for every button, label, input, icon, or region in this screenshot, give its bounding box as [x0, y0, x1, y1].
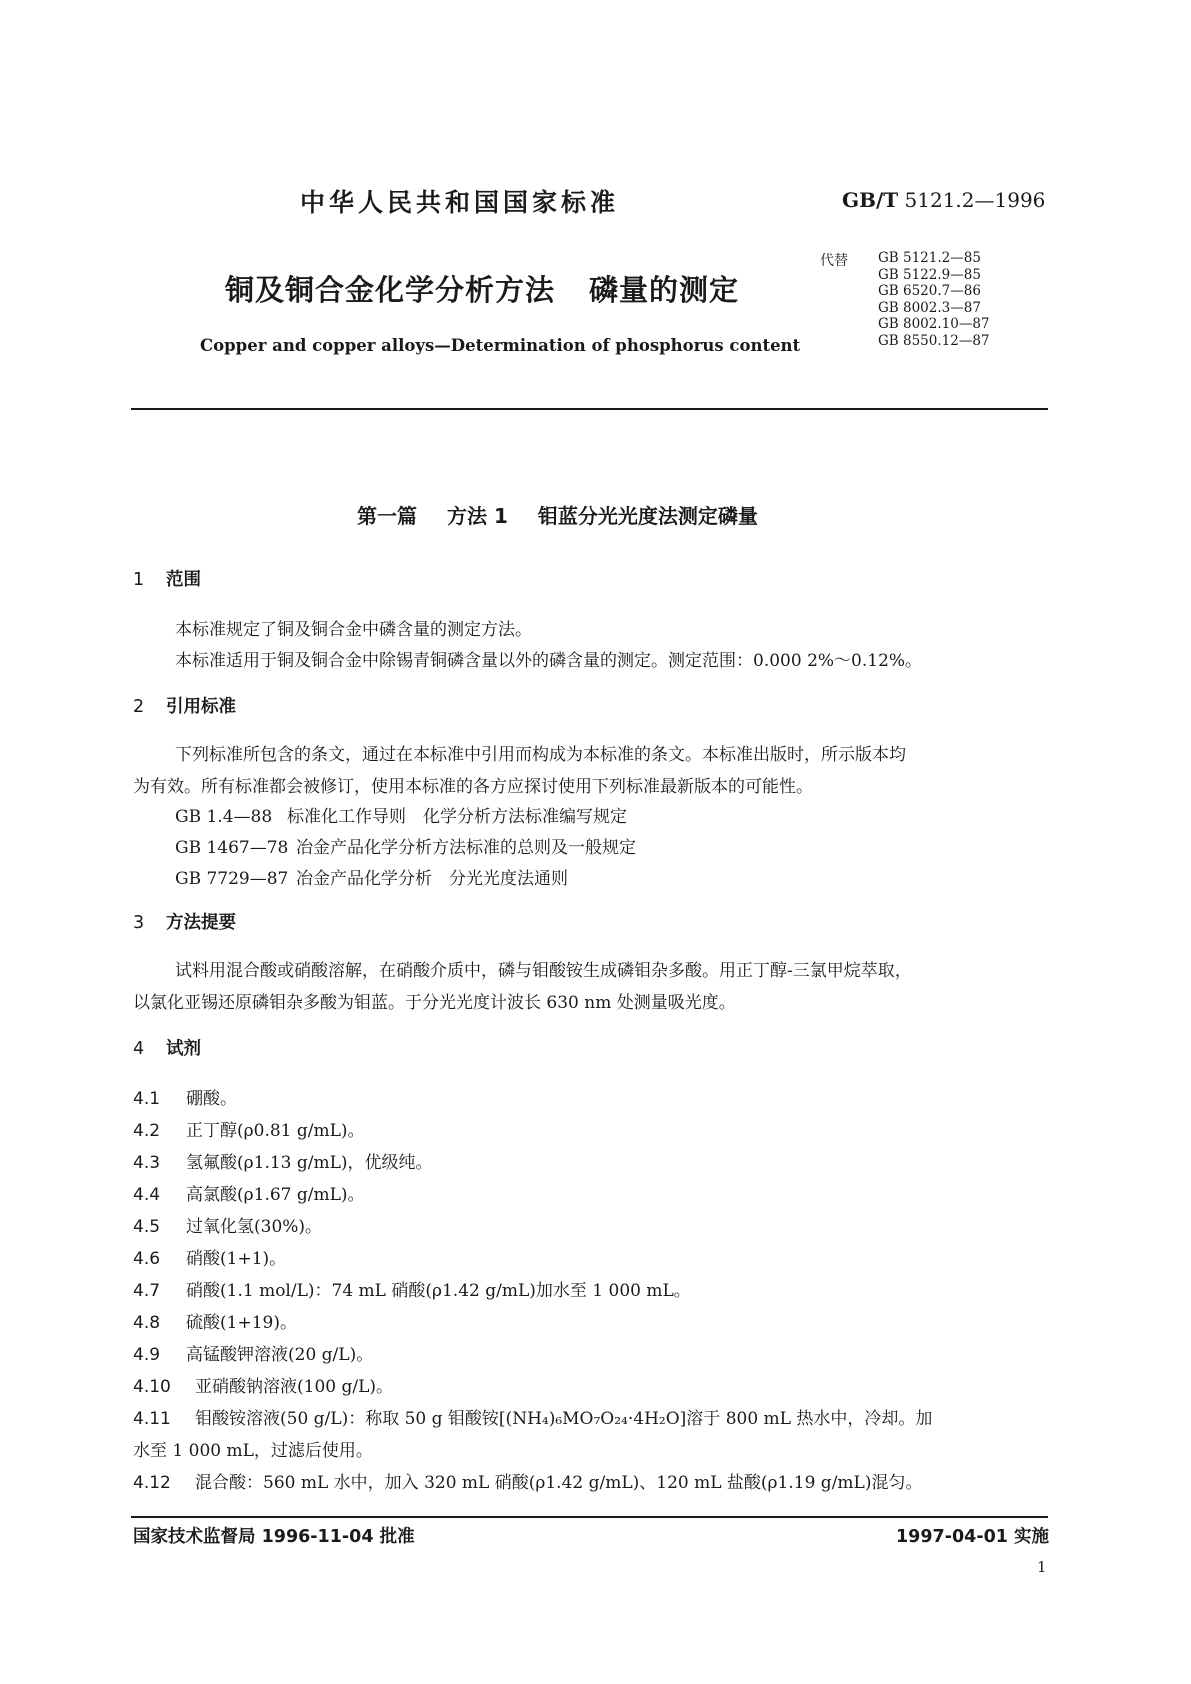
item-text: 钼酸铵溶液(50 g/L)：称取 50 g 钼酸铵[(NH₄)₆MO₇O₂₄·4H₂O]溶于 800 mL 热水中，冷却。加	[195, 1409, 933, 1429]
item-number: 4.9	[133, 1345, 161, 1365]
paragraph: 下列标准所包含的条文，通过在本标准中引用而构成为本标准的条文。本标准出版时，所示版本均	[175, 745, 906, 765]
item-number: 4.11	[133, 1409, 171, 1429]
effective-date: 1997-04-01 实施	[896, 1527, 1050, 1547]
item-text: 硼酸。	[186, 1089, 237, 1109]
item-text: 高锰酸钾溶液(20 g/L)。	[186, 1345, 374, 1365]
method-label: 方法 1	[447, 504, 508, 528]
reagent-item	[133, 1340, 373, 1365]
replaced-standard: GB 5121.2—85	[878, 250, 981, 266]
replaced-standard: GB 5122.9—85	[878, 266, 981, 283]
item-number: 4.6	[133, 1249, 161, 1269]
title-main: 铜及铜合金化学分析方法	[225, 273, 556, 307]
item-number: 4.1	[133, 1089, 161, 1109]
national-standard-heading: 中华人民共和国国家标准	[300, 188, 620, 217]
reagent-item	[133, 1244, 286, 1269]
reagent-item	[133, 1116, 365, 1141]
part-label: 第一篇	[357, 504, 417, 528]
section-number: 2	[133, 697, 145, 717]
section-heading	[133, 693, 236, 718]
section-number: 1	[133, 570, 145, 590]
replaced-standard: GB 6520.7—86	[878, 283, 981, 299]
footer-divider	[131, 1516, 1048, 1518]
document-title-zh	[225, 268, 739, 309]
section-number: 3	[133, 913, 145, 933]
reference-code: GB 7729—87	[175, 869, 289, 889]
item-number: 4.10	[133, 1377, 171, 1397]
reference-title: 冶金产品化学分析 分光光度法通则	[296, 869, 568, 889]
reagent-item	[133, 1404, 932, 1429]
reference-title: 标准化工作导则 化学分析方法标准编写规定	[287, 807, 627, 827]
paragraph: 本标准适用于铜及铜合金中除锡青铜磷含量以外的磷含量的测定。测定范围：0.000 2%～0.12%。	[175, 651, 923, 671]
item-number: 4.3	[133, 1153, 161, 1173]
section-heading	[133, 909, 236, 934]
method-name: 钼蓝分光光度法测定磷量	[537, 504, 758, 528]
section-number: 4	[133, 1039, 145, 1059]
reference-code: GB 1467—78	[175, 838, 289, 858]
reference-item	[175, 833, 636, 858]
standard-number	[842, 188, 1045, 212]
item-text: 硝酸(1.1 mol/L)：74 mL 硝酸(ρ1.42 g/mL)加水至 1 000 mL。	[186, 1281, 691, 1301]
item-number: 4.8	[133, 1313, 161, 1333]
replaced-standard: GB 8002.10—87	[878, 316, 990, 332]
reagent-item	[133, 1372, 393, 1397]
reagent-item	[133, 1148, 433, 1173]
header-divider	[131, 408, 1048, 410]
item-number: 4.4	[133, 1185, 161, 1205]
replaces-label: 代替	[820, 253, 848, 269]
item-number: 4.5	[133, 1217, 161, 1237]
item-number: 4.2	[133, 1121, 161, 1141]
reagent-item	[133, 1084, 237, 1109]
section-heading	[133, 1035, 201, 1060]
section-title: 引用标准	[166, 697, 236, 717]
item-text: 混合酸：560 mL 水中，加入 320 mL 硝酸(ρ1.42 g/mL)、120 mL 盐酸(ρ1.19 g/mL)混匀。	[195, 1473, 923, 1493]
reagent-item	[133, 1276, 691, 1301]
item-text: 高氯酸(ρ1.67 g/mL)。	[186, 1185, 365, 1205]
section-title: 试剂	[166, 1039, 201, 1059]
section-heading	[133, 566, 201, 591]
item-text: 正丁醇(ρ0.81 g/mL)。	[186, 1121, 365, 1141]
section-title: 方法提要	[166, 913, 236, 933]
replaced-standard: GB 8550.12—87	[878, 332, 990, 349]
paragraph: 以氯化亚锡还原磷钼杂多酸为钼蓝。于分光光度计波长 630 nm 处测量吸光度。	[133, 993, 736, 1013]
page-number: 1	[1037, 1558, 1047, 1576]
item-number: 4.7	[133, 1281, 161, 1301]
section-title: 范围	[166, 570, 201, 590]
standard-prefix: GB/T	[842, 188, 899, 212]
paragraph: 本标准规定了铜及铜合金中磷含量的测定方法。	[175, 620, 532, 640]
reference-item	[175, 802, 627, 827]
paragraph: 试料用混合酸或硝酸溶解，在硝酸介质中，磷与钼酸铵生成磷钼杂多酸。用正丁醇-三氯甲烷萃取，	[175, 961, 912, 981]
item-number: 4.12	[133, 1473, 171, 1493]
reference-code: GB 1.4—88	[175, 807, 273, 827]
approval-note: 国家技术监督局 1996-11-04 批准	[133, 1527, 415, 1547]
part-heading	[357, 500, 788, 529]
paragraph: 为有效。所有标准都会被修订，使用本标准的各方应探讨使用下列标准最新版本的可能性。	[133, 777, 813, 797]
reference-item	[175, 864, 568, 889]
title-sub: 磷量的测定	[589, 273, 740, 307]
standard-code: 5121.2—1996	[904, 188, 1046, 212]
item-text: 硝酸(1+1)。	[186, 1249, 287, 1269]
reagent-item	[133, 1308, 297, 1333]
reference-title: 冶金产品化学分析方法标准的总则及一般规定	[296, 838, 636, 858]
item-text: 亚硝酸钠溶液(100 g/L)。	[195, 1377, 394, 1397]
reagent-item-continuation: 水至 1 000 mL，过滤后使用。	[133, 1441, 373, 1461]
document-title-en: Copper and copper alloys—Determination of phosphorus content	[200, 336, 801, 355]
replaced-standard: GB 8002.3—87	[878, 299, 981, 316]
item-text: 氢氟酸(ρ1.13 g/mL)，优级纯。	[186, 1153, 433, 1173]
item-text: 过氧化氢(30%)。	[186, 1217, 323, 1237]
replaces-list	[878, 250, 990, 349]
reagent-item	[133, 1468, 922, 1493]
reagent-item	[133, 1180, 365, 1205]
item-text: 硫酸(1+19)。	[186, 1313, 297, 1333]
reagent-item	[133, 1212, 322, 1237]
